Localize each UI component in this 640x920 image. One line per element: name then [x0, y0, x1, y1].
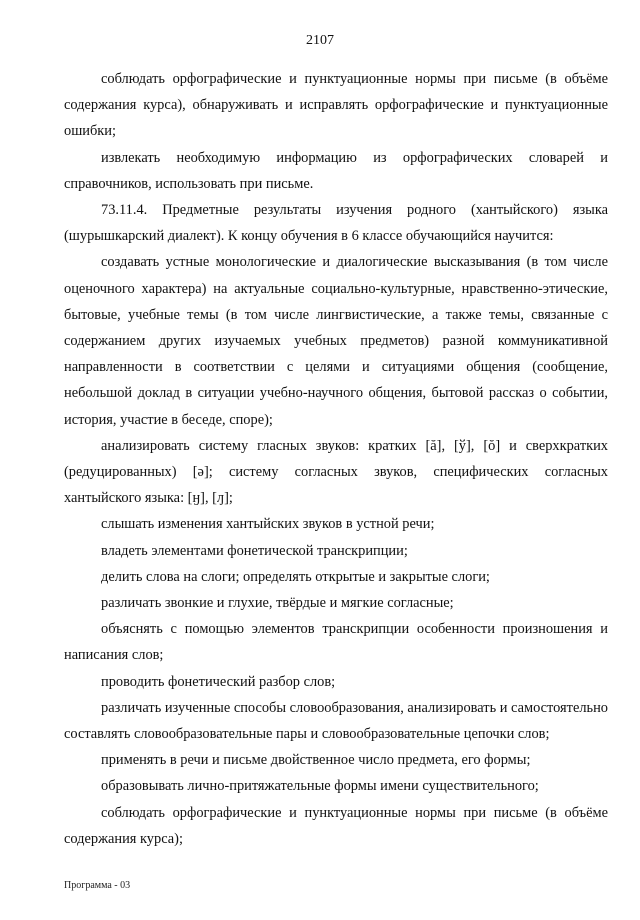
- paragraph: извлекать необходимую информацию из орфографических словарей и справочников, использовать при письме.: [64, 149, 608, 192]
- paragraph: соблюдать орфографические и пунктуационные нормы при письме (в объёме содержания курса), обнаруживать и исправлять орфографические и пунктуационные ошибки;: [64, 71, 608, 140]
- paragraph: слышать изменения хантыйских звуков в устной речи;: [101, 516, 435, 533]
- paragraph: анализировать систему гласных звуков: кратких [ă], [ў], [ŏ] и сверхкратких (редуцированных) [ə]; систему согласных звуков, специфических согласных хантыйского языка: [ӈ], [ԓ];: [64, 437, 608, 507]
- paragraph: соблюдать орфографические и пунктуационные нормы при письме (в объёме содержания курса);: [64, 804, 608, 847]
- paragraph: различать звонкие и глухие, твёрдые и мягкие согласные;: [101, 595, 454, 612]
- paragraph: проводить фонетический разбор слов;: [101, 673, 336, 690]
- page-footer: Программа - 03: [64, 880, 131, 891]
- page-number: 2107: [306, 33, 334, 48]
- body-text: [64, 66, 608, 852]
- paragraph: делить слова на слоги; определять открытые и закрытые слоги;: [101, 568, 490, 585]
- paragraph: владеть элементами фонетической транскрипции;: [101, 542, 408, 559]
- paragraph: объяснять с помощью элементов транскрипции особенности произношения и написания слов;: [64, 621, 608, 664]
- paragraph: создавать устные монологические и диалогические высказывания (в том числе оценочного характера) на актуальные социально-культурные, нравственно-этические, бытовые, учебные темы (в том числе лингвистические, а также темы, связанные с содержанием других изучаемых учебных предметов) разной коммуникативной направленности в соответствии с целями и ситуациями общения (сообщение, небольшой доклад в ситуации учебно-научного общения, бытовой рассказ о событии, история, участие в беседе, споре);: [64, 254, 608, 428]
- section-heading-paragraph: 73.11.4. Предметные результаты изучения родного (хантыйского) языка (шурышкарский диалект). К концу обучения в 6 классе обучающийся научится:: [64, 202, 608, 245]
- paragraph: образовывать лично-притяжательные формы имени существительного;: [101, 778, 539, 795]
- paragraph: различать изученные способы словообразования, анализировать и самостоятельно составлять словообразовательные пары и словообразовательные цепочки слов;: [64, 699, 608, 743]
- paragraph: применять в речи и письме двойственное число предмета, его формы;: [101, 752, 531, 769]
